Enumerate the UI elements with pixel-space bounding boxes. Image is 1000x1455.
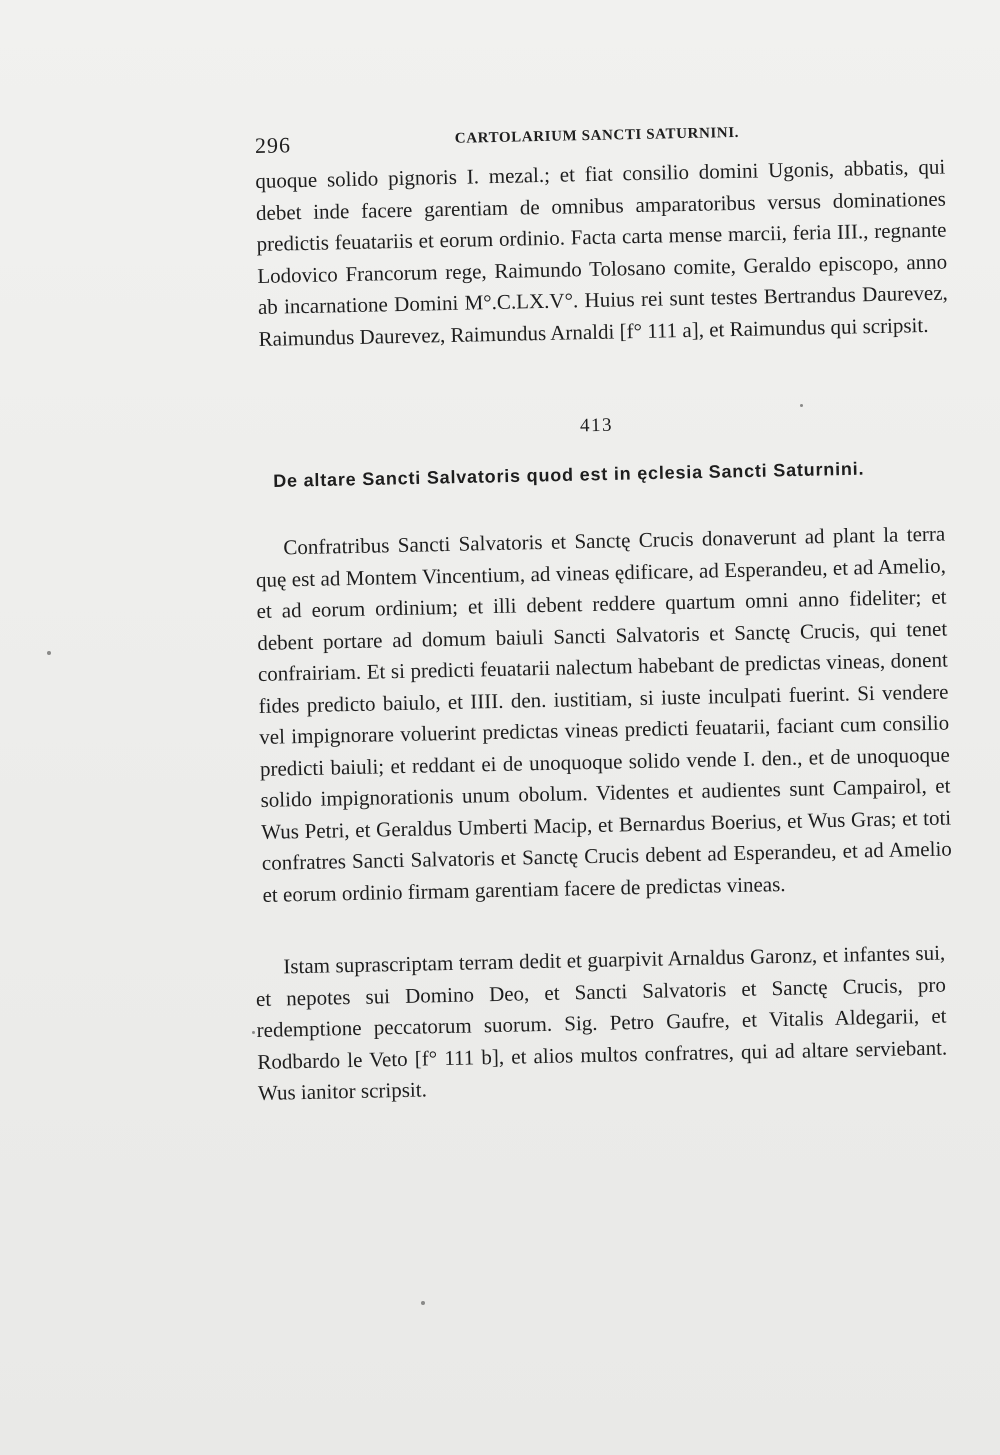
page-number: 296: [254, 132, 292, 158]
paper-speck: [47, 651, 51, 655]
paper-speck: [421, 1301, 425, 1305]
entry-body-second: [255, 938, 948, 1110]
continued-text: [255, 152, 949, 355]
paper-speck: [800, 404, 803, 407]
entry-number: 413: [579, 414, 614, 437]
running-title: CARTOLARIUM SANCTI SATURNINI.: [454, 124, 740, 147]
entry-title: De altare Sancti Salvatoris quod est in ęclesia Sancti Saturnini.: [273, 458, 865, 491]
paragraph: Istam suprascriptam terram dedit et guarpivit Arnaldus Garonz, et infantes sui, et nepotes sui Domino Deo, et Sancti Salvatoris et Sanctę Crucis, pro redemptione peccatorum suorum. Sig. Petro Gaufre, et Vitalis Aldegarii, et Rodbardo le Veto [f° 111 b], et alios multos confratres, qui ad altare serviebant. Wus ianitor scripsit.: [255, 940, 948, 1105]
entry-body: [255, 519, 953, 911]
paragraph: quoque solido pignoris I. mezal.; et fiat consilio domini Ugonis, abbatis, qui debet inde facere garentiam de omnibus amparatoribus versus dominationes predictis feuatariis et eorum ordinio. Facta carta mense marcii, feria III., regnante Lodovico Francorum rege, Raimundo Tolosano comite, Geraldo episcopo, anno ab incarnatione Domini M°.C.LX.V°. Huius rei sunt testes Bertrandus Daurevez, Raimundus Daurevez, Raimundus Arnaldi [f° 111 a], et Raimundus qui scripsit.: [255, 154, 949, 351]
paper-speck: [252, 1031, 255, 1034]
paragraph: Confratribus Sancti Salvatoris et Sanctę Crucis donaverunt ad plant la terra quę est ad Montem Vincentium, ad vineas ędificare, ad Esperandeu, et ad Amelio, et ad eorum ordinium; et illi debent reddere quartum omni anno fideliter; et debent portare ad domum baiuli Sancti Salvatoris et Sanctę Crucis, qui tenet confrairiam. Et si predicti feuatarii nalectum habebant de predictas vineas, donent fides predicto baiulo, et IIII. den. iustitiam, si iuste inculpati fuerint. Si vendere vel impignorare voluerint predictas vineas predicti feuatarii, faciant cum consilio predicti baiuli; et reddant ei de unoquoque solido vende I. den., et de unoquoque solido impignorationis unum obolum. Videntes et audientes sunt Campairol, et Wus Petri, et Geraldus Umberti Macip, et Bernardus Boerius, et Wus Gras; et toti confratres Sancti Salvatoris et Sanctę Crucis debent ad Esperandeu, et ad Amelio et eorum ordinio firmam garentiam facere de predictas vineas.: [255, 521, 953, 907]
